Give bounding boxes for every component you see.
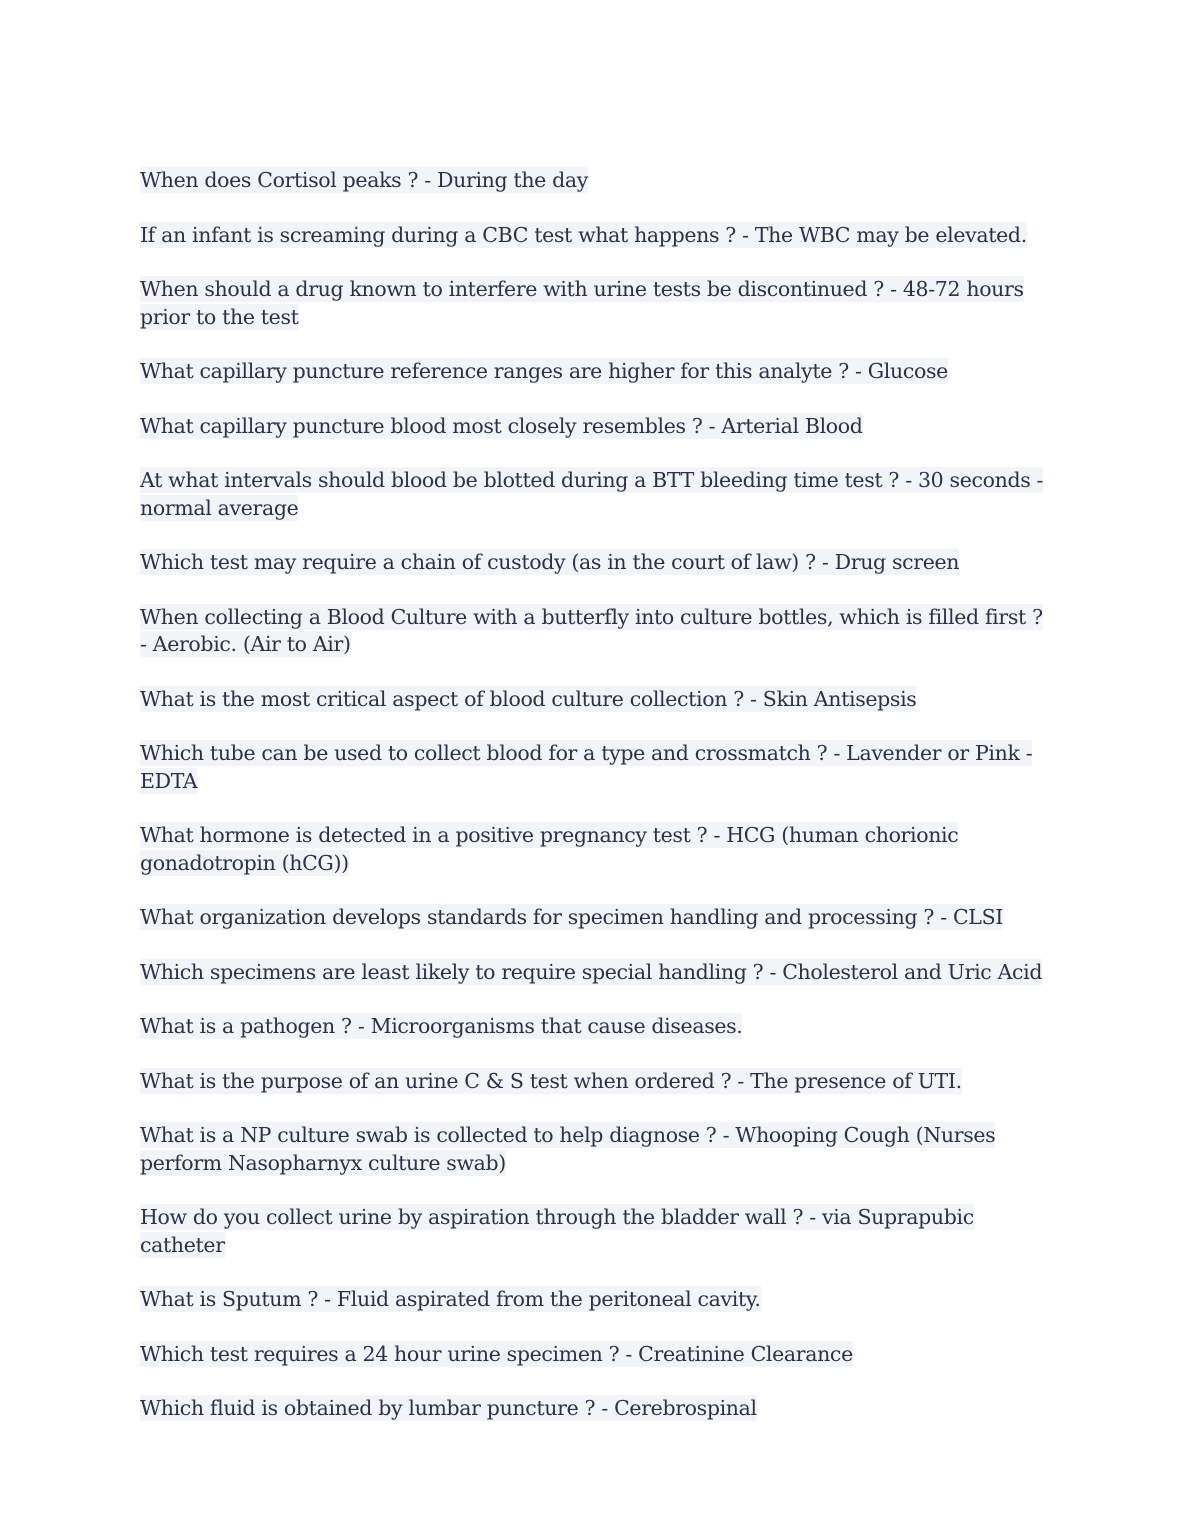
qa-item-12: What organization develops standards for specimen handling and processing ? - CLSI	[140, 905, 1004, 929]
qa-item-15: What is the purpose of an urine C & S test when ordered ? - The presence of UTI.	[140, 1068, 962, 1093]
qa-item-20: Which fluid is obtained by lumbar puncture ? - Cerebrospinal	[140, 1396, 757, 1420]
qa-item-18: What is Sputum ? - Fluid aspirated from the peritoneal cavity.	[140, 1287, 761, 1311]
qa-item-13: Which specimens are least likely to require special handling ? - Cholesterol and Uric Acid	[140, 959, 1043, 984]
document-page	[140, 167, 1050, 1450]
qa-item-9: What is the most critical aspect of blood culture collection ? - Skin Antisepsis	[140, 686, 917, 711]
qa-item-5: What capillary puncture blood most closely resembles ? - Arterial Blood	[140, 413, 863, 438]
qa-item-11: What hormone is detected in a positive pregnancy test ? - HCG (human chorionic gonadotropin (hCG))	[140, 823, 959, 875]
qa-item-16: What is a NP culture swab is collected to help diagnose ? - Whooping Cough (Nurses perform Nasopharnyx culture swab)	[140, 1123, 996, 1175]
qa-item-7: Which test may require a chain of custody (as in the court of law) ? - Drug screen	[140, 550, 960, 574]
qa-item-6: At what intervals should blood be blotted during a BTT bleeding time test ? - 30 seconds - normal average	[140, 468, 1044, 520]
qa-item-8: When collecting a Blood Culture with a butterfly into culture bottles, which is filled first ? - Aerobic. (Air to Air)	[140, 604, 1043, 656]
qa-item-17: How do you collect urine by aspiration through the bladder wall ? - via Suprapubic catheter	[140, 1205, 974, 1257]
qa-item-2: If an infant is screaming during a CBC test what happens ? - The WBC may be elevated.	[140, 222, 1027, 247]
qa-item-10: Which tube can be used to collect blood for a type and crossmatch ? - Lavender or Pink - EDTA	[140, 741, 1033, 793]
qa-item-3: When should a drug known to interfere with urine tests be discontinued ? - 48-72 hours prior to the test	[140, 277, 1024, 329]
qa-item-14: What is a pathogen ? - Microorganisms that cause diseases.	[140, 1014, 743, 1038]
qa-item-4: What capillary puncture reference ranges are higher for this analyte ? - Glucose	[140, 359, 948, 383]
qa-item-19: Which test requires a 24 hour urine specimen ? - Creatinine Clearance	[140, 1341, 853, 1366]
qa-item-1: When does Cortisol peaks ? - During the day	[140, 168, 589, 192]
